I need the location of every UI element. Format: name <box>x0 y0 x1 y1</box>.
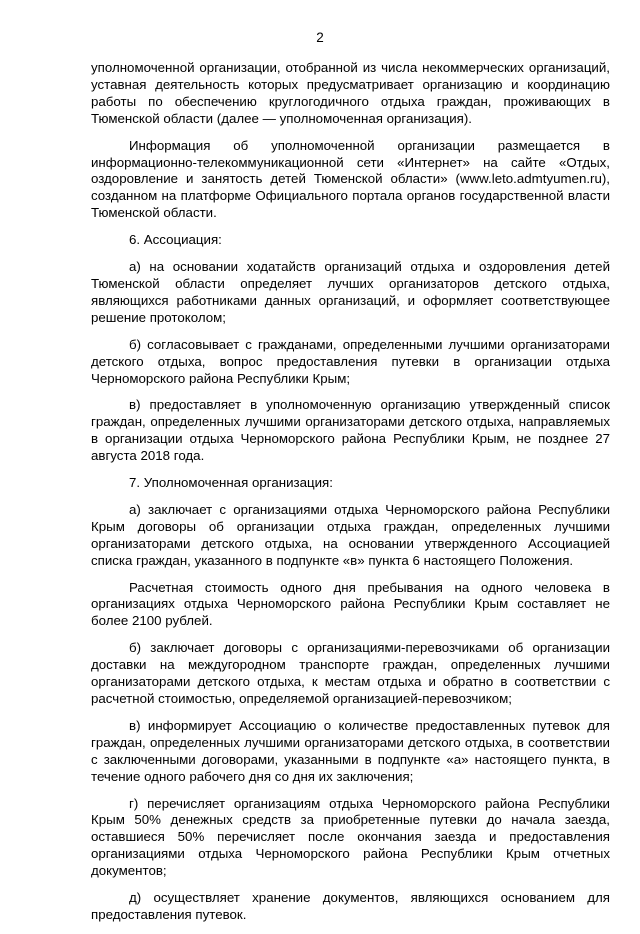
paragraph-continuation: уполномоченной организации, отобранной из числа некоммерческих организаций, уставная деятельность которых предусматривает организацию и координацию работы по обеспечению круглогодичного отдыха граждан, проживающих в Тюменской области (далее — уполномоченная организация). <box>91 60 610 126</box>
section-7-heading: 7. Уполномоченная организация: <box>129 475 333 491</box>
section-7-item-a: а) заключает с организациями отдыха Черноморского района Республики Крым договоры об организации отдыха граждан, определенных лучшими организаторами детского отдыха, на основании утвержденного Ассоциацией списка граждан, указанного в подпункте «в» пункта 6 настоящего Положения. <box>91 501 610 568</box>
paragraph-info-placement: Информация об уполномоченной организации размещается в информационно-телекоммуникационной сети «Интернет» на сайте «Отдых, оздоровление и занятость детей Тюменской области» (www.leto.admtyumen.ru), созданном на платформе Официального портала органов государственной власти Тюменской области. <box>91 137 610 221</box>
section-7-item-d: д) осуществляет хранение документов, являющихся основанием для предоставления путевок. <box>91 890 610 922</box>
section-7-item-b: б) заключает договоры с организациями-перевозчиками об организации доставки на междугородном транспорте граждан, определенных лучшими организаторами детского отдыха, к местам отдыха и обратно в соответствии с расчетной стоимостью, определяемой организацией-перевозчиком; <box>91 640 610 706</box>
section-7-item-v: в) информирует Ассоциацию о количестве предоставленных путевок для граждан, определенных лучшими организаторами детского отдыха, в соответствии с заключенными договорами, указанными в подпункте «а» настоящего пункта, в течение одного рабочего дня со дня их заключения; <box>91 717 610 784</box>
section-6-item-b: б) согласовывает с гражданами, определенными лучшими организаторами детского отдыха, вопрос предоставления путевки в организации отдыха Черноморского района Республики Крым; <box>91 336 610 386</box>
document-body <box>91 60 610 934</box>
section-6-item-v: в) предоставляет в уполномоченную организацию утвержденный список граждан, определенных лучшими организаторами детского отдыха, направляемых в организации отдыха Черноморского района Республики Крым, не позднее 27 августа 2018 года. <box>91 397 610 464</box>
section-7-item-g: г) перечисляет организациям отдыха Черноморского района Республики Крым 50% денежных средств за приобретенные путевки до начала заезда, оставшиеся 50% перечисляет после окончания заезда и предоставления организациями отдыха Черноморского района Республики Крым отчетных документов; <box>91 795 610 879</box>
section-6-heading: 6. Ассоциация: <box>129 232 222 248</box>
page-number: 2 <box>316 30 324 45</box>
section-7-cost-note: Расчетная стоимость одного дня пребывания на одного человека в организациях отдыха Черноморского района Республики Крым составляет не более 2100 рублей. <box>91 579 610 629</box>
section-6-item-a: а) на основании ходатайств организаций отдыха и оздоровления детей Тюменской области определяет лучших организаторов детского отдыха, являющихся работниками данных организаций, и оформляет соответствующее решение протоколом; <box>91 259 610 325</box>
